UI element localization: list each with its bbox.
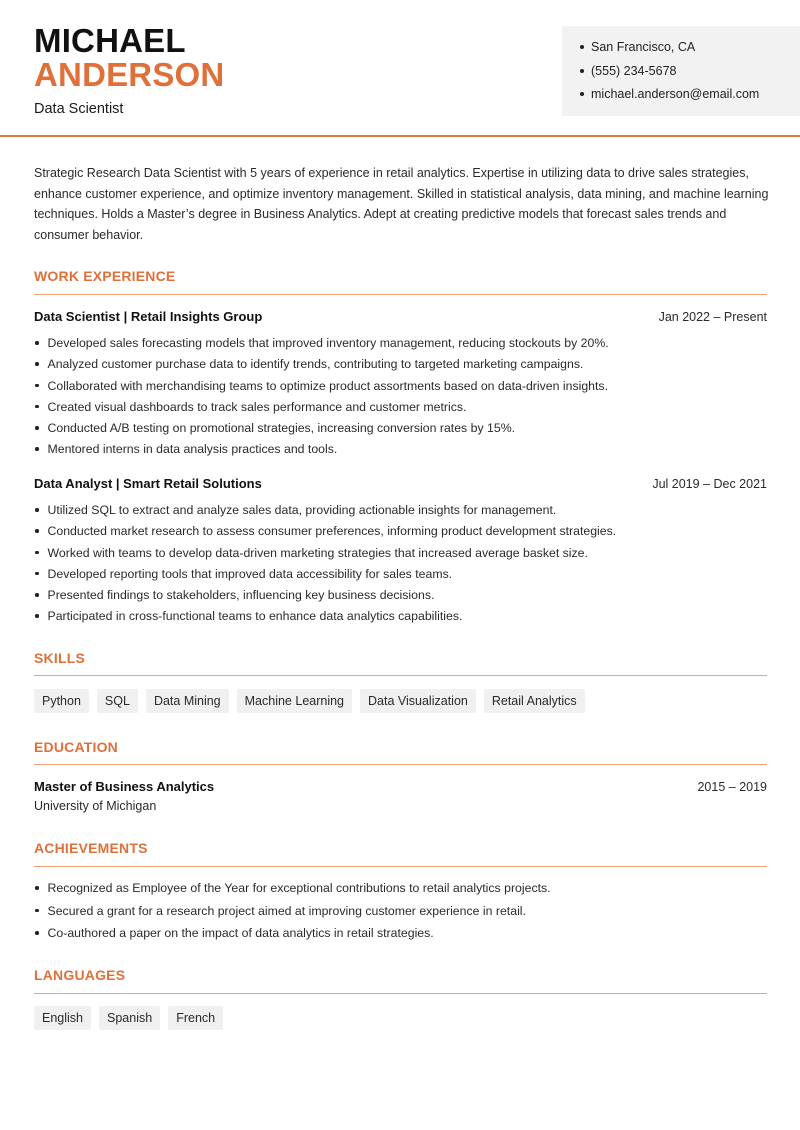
job-header <box>34 309 767 324</box>
job-role: Data Analyst | Smart Retail Solutions <box>34 476 262 491</box>
resume-header <box>0 0 800 137</box>
bullet-text: Presented findings to stakeholders, influencing key business decisions. <box>47 588 435 603</box>
list-item <box>34 880 767 903</box>
section-divider <box>34 764 767 765</box>
section-divider <box>34 294 767 295</box>
job-bullets <box>34 335 767 463</box>
section-divider <box>34 993 767 994</box>
list-item <box>34 545 767 566</box>
section-divider <box>34 675 767 676</box>
skill-tag: Machine Learning <box>237 689 352 713</box>
summary: Strategic Research Data Scientist with 5 years of experience in retail analytics. Expertise in utilizing data to drive sales strategies, enhance customer experience, and optimize inventory management. Skilled in statistical analysis, data mining, and machine learning techniques. Holds a Master’s degree in Business Analytics. Adept at creating predictive models that forecast sales trends and consumer behavior. <box>34 166 769 243</box>
list-item <box>34 335 767 356</box>
skill-tag: Data Visualization <box>360 689 476 713</box>
list-item <box>34 903 767 926</box>
bullet-icon <box>35 341 39 345</box>
bullet-icon <box>35 572 39 576</box>
skills-heading: SKILLS <box>34 650 85 666</box>
bullet-text: Utilized SQL to extract and analyze sales data, providing actionable insights for management. <box>47 503 557 517</box>
bullet-icon <box>35 551 39 555</box>
location-text: San Francisco, CA <box>591 40 696 54</box>
list-item <box>34 420 767 441</box>
education-header <box>34 779 767 794</box>
job-bullets <box>34 502 767 630</box>
bullet-text: Secured a grant for a research project aimed at improving customer experience in retail. <box>47 903 526 918</box>
bullet-icon <box>35 384 39 388</box>
bullet-icon <box>35 508 39 512</box>
list-item <box>34 502 767 523</box>
job-title: Data Scientist <box>34 101 124 117</box>
list-item <box>34 399 767 420</box>
list-item <box>34 356 767 377</box>
bullet-text: Conducted market research to assess consumer preferences, informing product development strategies. <box>47 524 617 539</box>
bullet-text: Mentored interns in data analysis practices and tools. <box>47 442 338 457</box>
bullet-icon <box>35 362 39 366</box>
bullet-text: Developed reporting tools that improved data accessibility for sales teams. <box>47 566 453 581</box>
degree: Master of Business Analytics <box>34 779 215 794</box>
job-header <box>34 476 767 491</box>
bullet-icon <box>35 614 39 618</box>
work-experience-heading: WORK EXPERIENCE <box>34 268 176 284</box>
bullet-text: Worked with teams to develop data-driven marketing strategies that increased average basket size. <box>47 545 588 560</box>
list-item <box>34 925 767 948</box>
bullet-icon <box>35 909 39 913</box>
skill-tag: SQL <box>97 689 138 713</box>
contact-phone <box>580 63 800 87</box>
bullet-icon <box>580 45 584 49</box>
bullet-icon <box>35 931 39 935</box>
last-name: ANDERSON <box>34 56 225 93</box>
section-divider <box>34 866 767 867</box>
bullet-icon <box>35 886 39 890</box>
name-block <box>34 24 224 117</box>
list-item <box>34 523 767 544</box>
list-item <box>34 566 767 587</box>
bullet-icon <box>35 593 39 597</box>
skill-tag: Python <box>34 689 89 713</box>
bullet-text: Collaborated with merchandising teams to optimize product assortments based on data-driven insights. <box>47 378 608 393</box>
bullet-icon <box>35 447 39 451</box>
achievements-heading: ACHIEVEMENTS <box>34 840 148 856</box>
list-item <box>34 378 767 399</box>
bullet-icon <box>35 426 39 430</box>
languages-heading: LANGUAGES <box>34 967 126 983</box>
education-heading: EDUCATION <box>34 739 118 755</box>
bullet-icon <box>35 405 39 409</box>
bullet-icon <box>580 69 584 73</box>
list-item <box>34 441 767 462</box>
bullet-text: Created visual dashboards to track sales performance and customer metrics. <box>47 399 467 414</box>
skills-tags <box>34 689 585 713</box>
language-tag: Spanish <box>99 1006 160 1030</box>
bullet-icon <box>580 92 584 96</box>
achievement-bullets <box>34 880 767 948</box>
language-tag: English <box>34 1006 91 1030</box>
job-dates: Jan 2022 – Present <box>658 310 767 324</box>
contact-box <box>562 26 800 116</box>
job-role: Data Scientist | Retail Insights Group <box>34 309 263 324</box>
list-item <box>34 608 767 629</box>
job-dates: Jul 2019 – Dec 2021 <box>652 477 767 491</box>
bullet-text: Developed sales forecasting models that improved inventory management, reducing stockouts by 20%. <box>47 336 609 350</box>
email-text: michael.anderson@email.com <box>591 87 760 101</box>
education-dates: 2015 – 2019 <box>697 780 767 794</box>
bullet-text: Co-authored a paper on the impact of data analytics in retail strategies. <box>47 926 434 940</box>
first-name: MICHAEL <box>34 22 186 59</box>
list-item <box>34 587 767 608</box>
language-tags <box>34 1006 223 1030</box>
bullet-text: Participated in cross-functional teams to enhance data analytics capabilities. <box>47 609 463 624</box>
skill-tag: Data Mining <box>146 689 229 713</box>
school: University of Michigan <box>34 799 157 813</box>
skill-tag: Retail Analytics <box>484 689 585 713</box>
bullet-icon <box>35 529 39 533</box>
contact-location <box>580 39 800 63</box>
bullet-text: Recognized as Employee of the Year for exceptional contributions to retail analytics projects. <box>47 881 551 895</box>
phone-text: (555) 234-5678 <box>591 63 677 78</box>
bullet-text: Conducted A/B testing on promotional strategies, increasing conversion rates by 15%. <box>47 421 516 436</box>
bullet-text: Analyzed customer purchase data to identify trends, contributing to targeted marketing campaigns. <box>47 357 584 372</box>
language-tag: French <box>168 1006 223 1030</box>
contact-email <box>580 86 800 110</box>
